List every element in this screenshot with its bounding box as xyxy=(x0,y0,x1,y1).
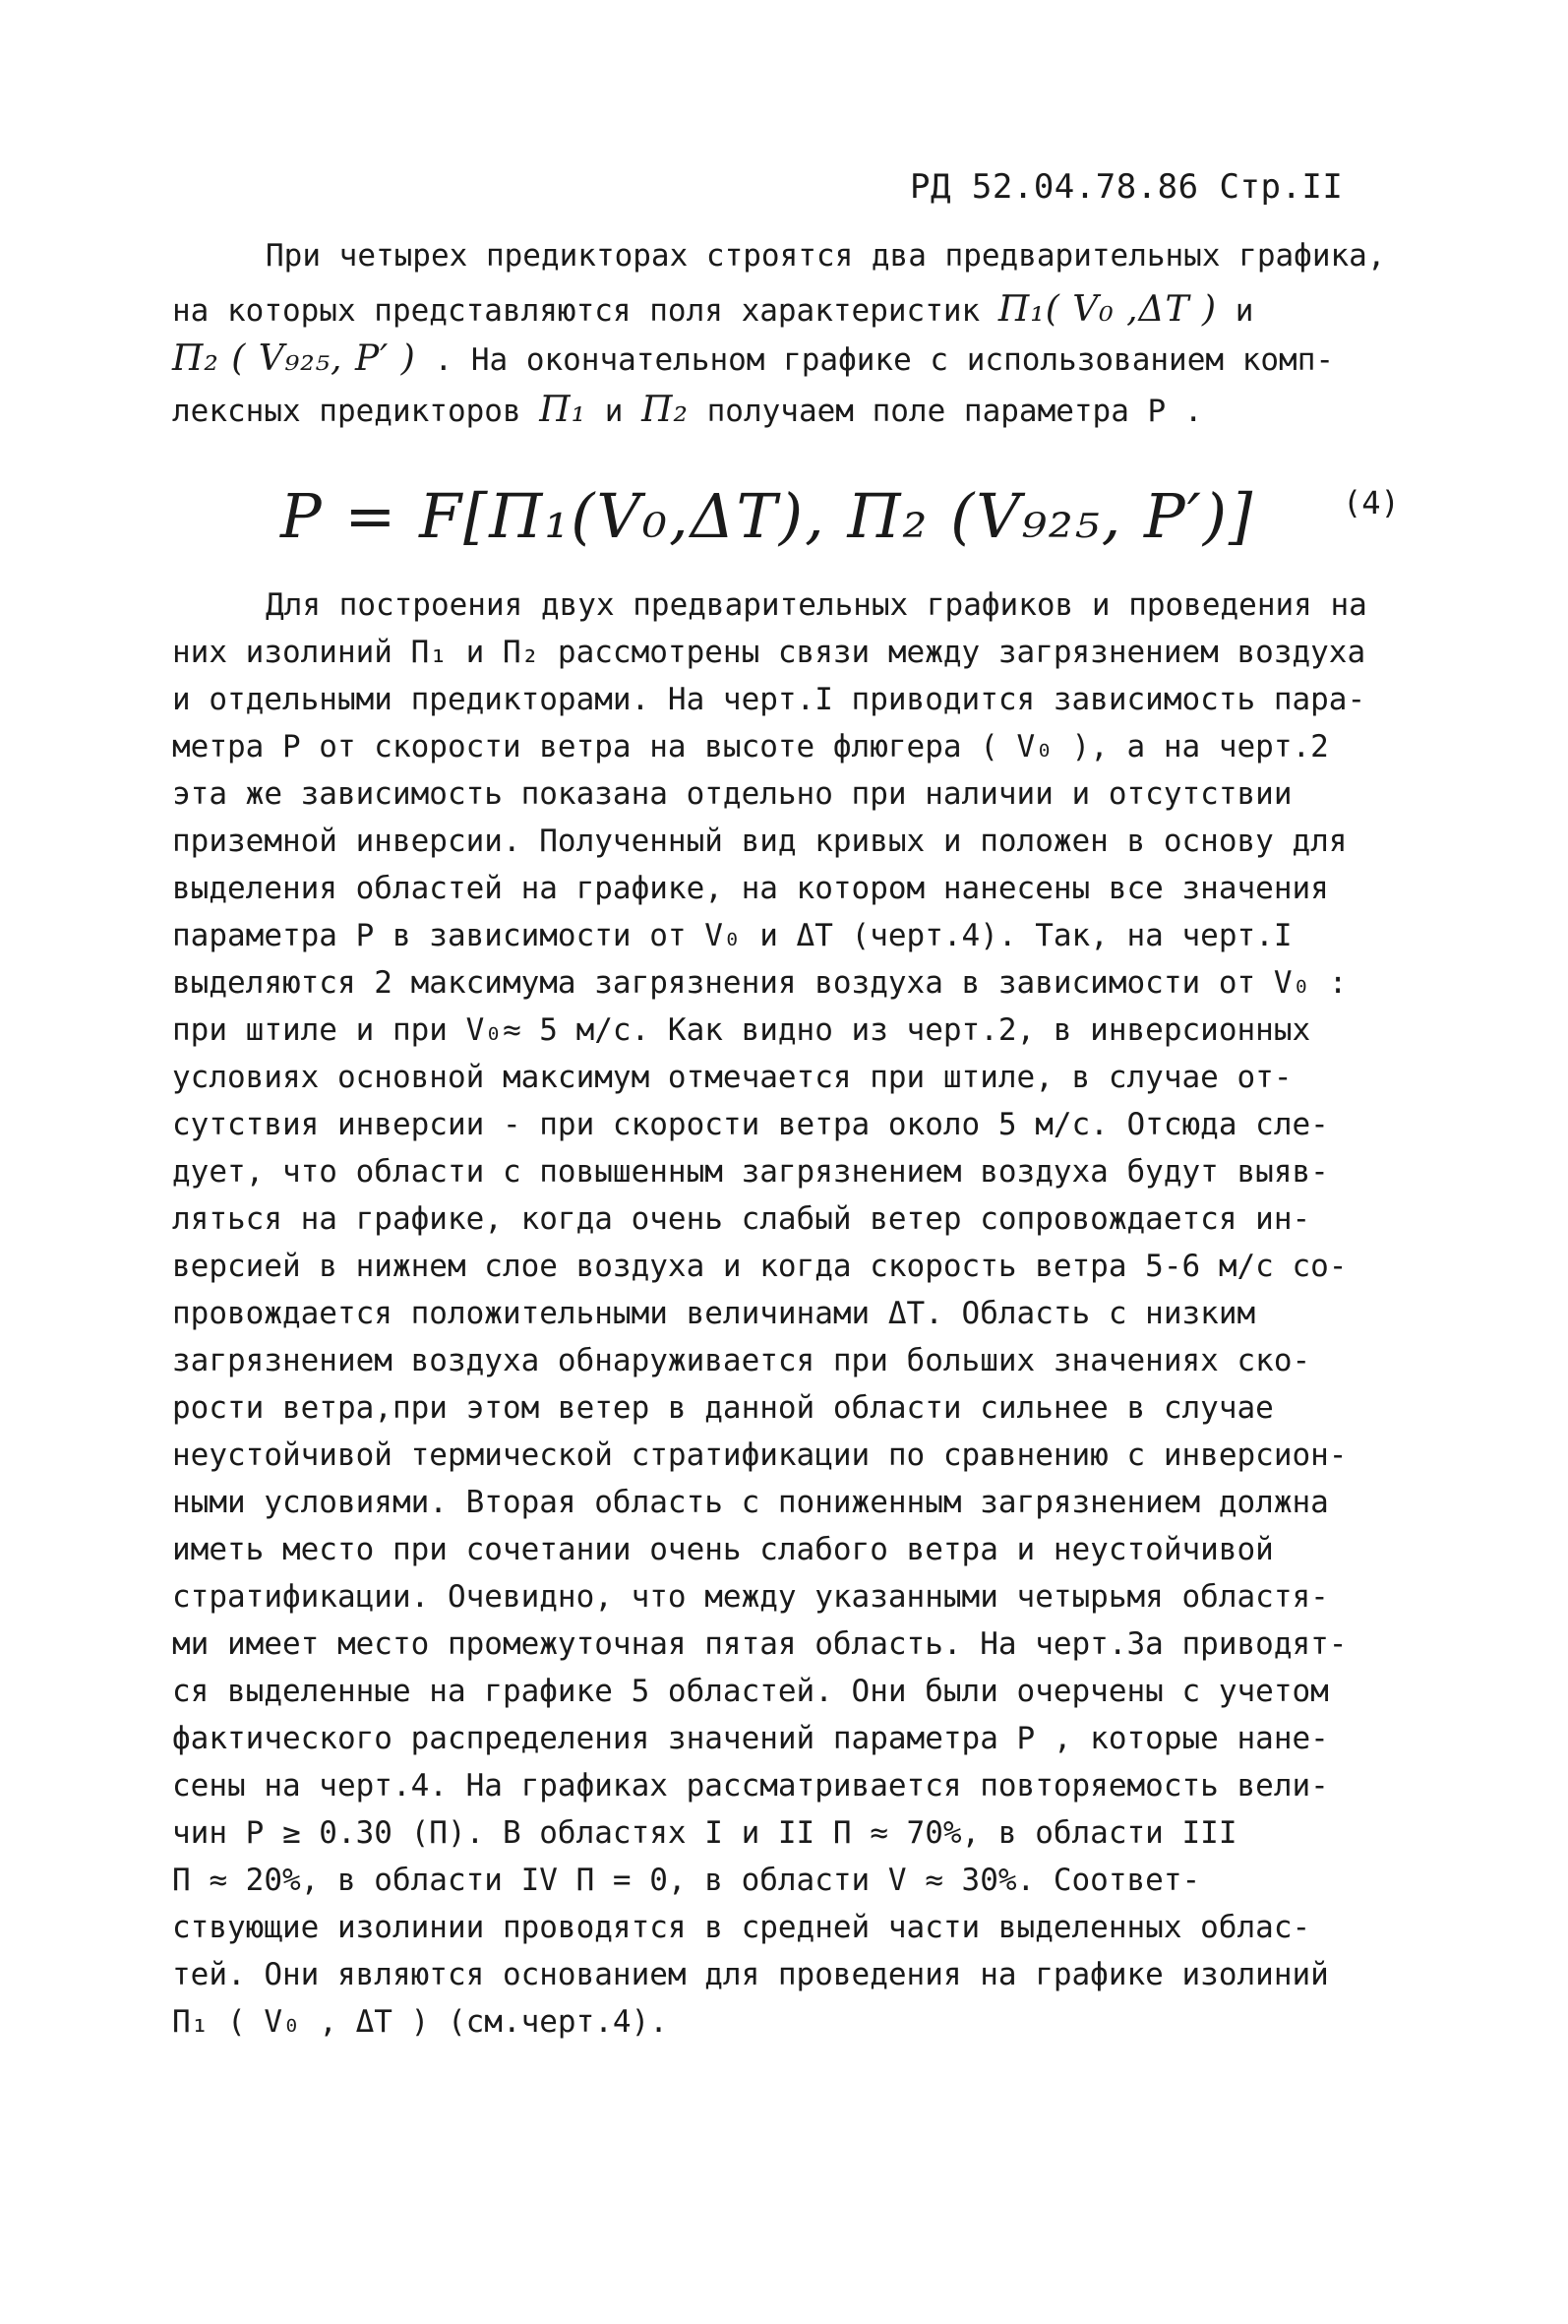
paragraph2-line: Π₁ ( V₀ , ΔT ) (см.черт.4). xyxy=(172,2004,668,2040)
paragraph2-line: версией в нижнем слое воздуха и когда скорость ветра 5-6 м/с со- xyxy=(172,1249,1348,1284)
paragraph2-line: эта же зависимость показана отдельно при наличии и отсутствии xyxy=(172,776,1293,812)
paragraph2-line: них изолиний Π₁ и Π₂ рассмотрены связи между загрязнением воздуха xyxy=(172,635,1366,670)
paragraph1-line2-text: на которых представляются поля характеристик xyxy=(172,293,981,329)
paragraph2-line: чин P ≥ 0.30 (П). В областях I и II П ≈ 70%, в области III xyxy=(172,1815,1237,1851)
paragraph2-line: дует, что области с повышенным загрязнением воздуха будут выяв- xyxy=(172,1154,1329,1190)
paragraph2-line: при штиле и при V₀≈ 5 м/с. Как видно из черт.2, в инверсионных xyxy=(172,1012,1311,1048)
paragraph2-line: параметра P в зависимости от V₀ и ΔT (черт.4). Так, на черт.I xyxy=(172,918,1293,953)
equation-number: (4) xyxy=(1343,484,1400,521)
paragraph2-line: сутствия инверсии - при скорости ветра около 5 м/с. Отсюда сле- xyxy=(172,1107,1329,1142)
paragraph2-line: ными условиями. Вторая область с пониженным загрязнением должна xyxy=(172,1485,1329,1520)
paragraph2-line: ствующие изолинии проводятся в средней части выделенных облас- xyxy=(172,1910,1311,1945)
pi2-symbol: Π₂ xyxy=(641,390,689,430)
paragraph2-line: выделяются 2 максимума загрязнения воздуха в зависимости от V₀ : xyxy=(172,965,1348,1001)
pi1-expression: Π₁( V₀ ,ΔT ) xyxy=(997,289,1218,330)
paragraph2-line: и отдельными предикторами. На черт.I приводится зависимость пара- xyxy=(172,682,1366,717)
equation-4: P = F[Π₁(V₀,ΔT), Π₂ (V₉₂₅, P′)] xyxy=(280,480,1255,552)
paragraph1-line4-and: и xyxy=(604,394,624,429)
paragraph2-line: иметь место при сочетании очень слабого ветра и неустойчивой xyxy=(172,1532,1274,1567)
paragraph2-line: тей. Они являются основанием для проведения на графике изолиний xyxy=(172,1957,1329,1992)
page-header: РД 52.04.78.86 Стр.II xyxy=(910,167,1344,207)
paragraph2-line: загрязнением воздуха обнаруживается при больших значениях ско- xyxy=(172,1343,1311,1378)
paragraph2-line: стратификации. Очевидно, что между указанными четырьмя областя- xyxy=(172,1579,1329,1615)
paragraph1-line3 xyxy=(172,339,1334,380)
paragraph1-line1: При четырех предикторах строятся два предварительных графика, xyxy=(266,238,1386,274)
paragraph2-line: ми имеет место промежуточная пятая область. На черт.3а приводят- xyxy=(172,1626,1348,1662)
paragraph2-line: Для построения двух предварительных графиков и проведения на xyxy=(266,587,1367,623)
paragraph2-line: провождается положительными величинами ΔT. Область с низким xyxy=(172,1296,1256,1331)
paragraph2-line: ся выделенные на графике 5 областей. Они были очерчены с учетом xyxy=(172,1674,1329,1709)
paragraph1-line4 xyxy=(172,391,1203,431)
paragraph1-line4-text: лексных предикторов xyxy=(172,394,521,429)
paragraph1-line2 xyxy=(172,290,1253,331)
paragraph2-line: приземной инверсии. Полученный вид кривых и положен в основу для xyxy=(172,824,1348,859)
paragraph1-line2-and: и xyxy=(1235,293,1254,329)
paragraph2-line: метра P от скорости ветра на высоте флюгера ( V₀ ), а на черт.2 xyxy=(172,729,1329,764)
paragraph1-line4-end: получаем поле параметра P . xyxy=(706,394,1203,429)
pi2-expression: Π₂ ( V₉₂₅, P′ ) xyxy=(172,338,416,379)
paragraph2-line: сены на черт.4. На графиках рассматривается повторяемость вели- xyxy=(172,1768,1329,1804)
paragraph2-line: фактического распределения значений параметра P , которые нане- xyxy=(172,1721,1329,1756)
paragraph2-line: П ≈ 20%, в области IV П = 0, в области V ≈ 30%. Соответ- xyxy=(172,1863,1201,1898)
paragraph2-line: ляться на графике, когда очень слабый ветер сопровождается ин- xyxy=(172,1201,1311,1237)
paragraph1-line3-text: . На окончательном графике с использованием комп- xyxy=(434,342,1335,378)
paragraph2-line: рости ветра,при этом ветер в данной области сильнее в случае xyxy=(172,1390,1274,1426)
paragraph2-line: неустойчивой термической стратификации по сравнению с инверсион- xyxy=(172,1437,1348,1473)
paragraph2-line: условиях основной максимум отмечается при штиле, в случае от- xyxy=(172,1060,1293,1095)
pi1-symbol: Π₁ xyxy=(539,390,587,430)
paragraph2-line: выделения областей на графике, на котором нанесены все значения xyxy=(172,871,1329,906)
